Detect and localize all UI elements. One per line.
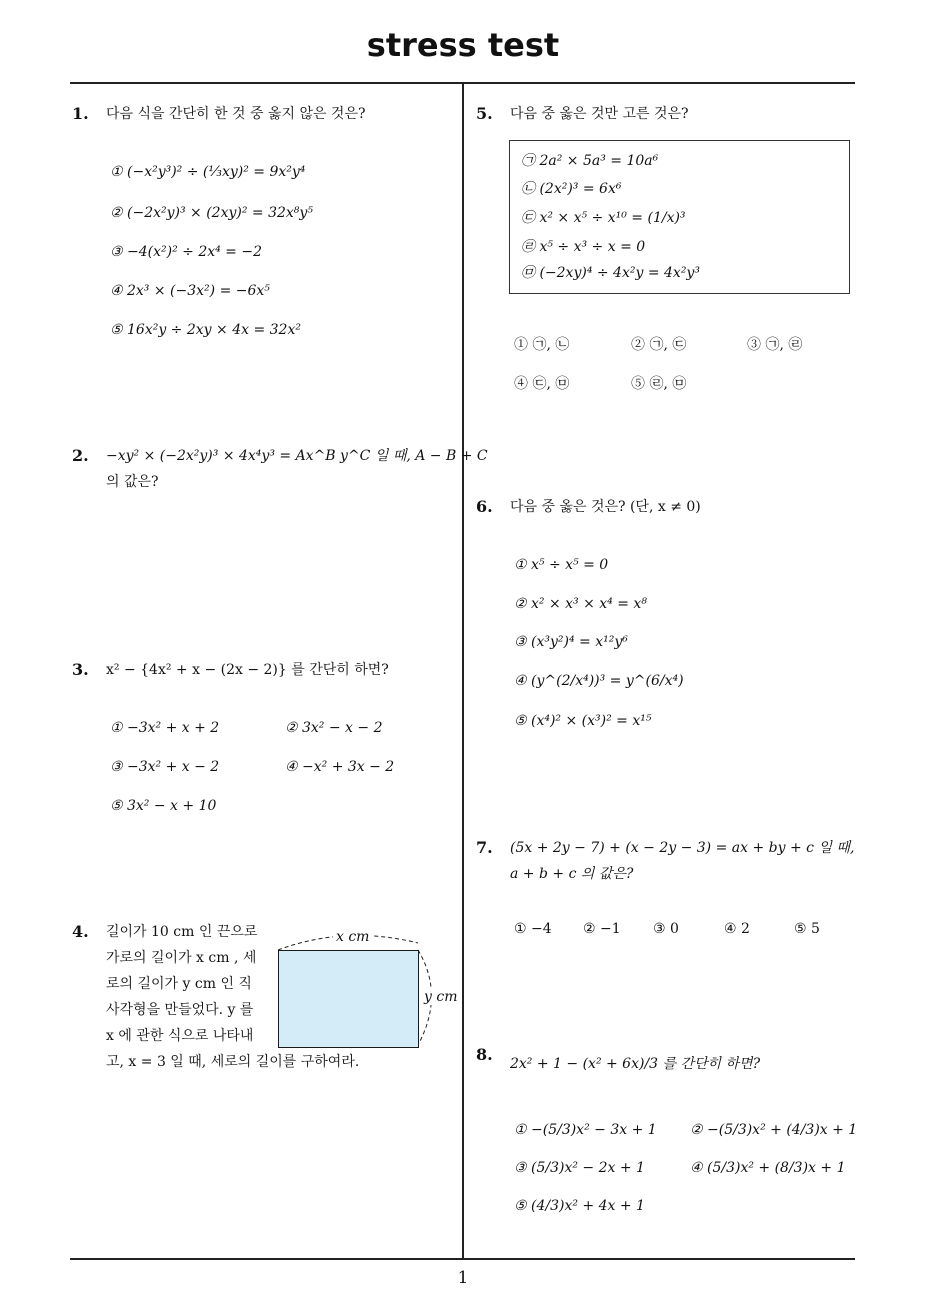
q5-statement-2: ㉡ (2x²)³ = 6x⁶ [521, 181, 622, 197]
q4-line-4: 사각형을 만들었다. y 를 [106, 1002, 254, 1018]
q5-statement-5: ㉤ (−2xy)⁴ ÷ 4x²y = 4x²y³ [521, 265, 700, 281]
q3-option-5: ⑤ 3x² − x + 10 [110, 798, 217, 814]
q6-option-2: ② x² × x³ × x⁴ = x⁸ [514, 596, 647, 612]
q4-line-1: 길이가 10 cm 인 끈으로 [106, 924, 258, 940]
q5-number: 5. [476, 104, 493, 123]
q7-option-2: ② −1 [583, 921, 621, 937]
page-title: stress test [366, 26, 560, 64]
q7-line-2: a + b + c 의 값은? [510, 866, 634, 882]
q6-number: 6. [476, 497, 493, 516]
q2-line-2: 의 값은? [106, 474, 159, 490]
q3-option-1: ① −3x² + x + 2 [110, 720, 220, 736]
q7-option-5: ⑤ 5 [794, 921, 820, 937]
q5-text: 다음 중 옳은 것만 고른 것은? [510, 106, 689, 122]
q1-option-1: ① (−x²y³)² ÷ (⅓xy)² = 9x²y⁴ [110, 164, 306, 180]
q7-option-4: ④ 2 [724, 921, 750, 937]
q4-rectangle [278, 950, 419, 1048]
q7-option-1: ① −4 [514, 921, 552, 937]
q8-option-4: ④ (5/3)x² + (8/3)x + 1 [690, 1160, 846, 1176]
q8-number: 8. [476, 1045, 493, 1064]
q4-line-5: x 에 관한 식으로 나타내 [106, 1028, 254, 1044]
q5-statement-4: ㉣ x⁵ ÷ x³ ÷ x = 0 [521, 239, 646, 255]
q5-statement-3: ㉢ x² × x⁵ ÷ x¹⁰ = (1/x)³ [521, 210, 686, 226]
q8-option-2: ② −(5/3)x² + (4/3)x + 1 [690, 1122, 858, 1138]
q5-option-3: ③ ㉠, ㉣ [747, 337, 803, 353]
q1-text: 다음 식을 간단히 한 것 중 옳지 않은 것은? [106, 106, 366, 122]
q2-number: 2. [72, 446, 89, 465]
q4-line-6: 고, x = 3 일 때, 세로의 길이를 구하여라. [106, 1054, 360, 1070]
q1-option-4: ④ 2x³ × (−3x²) = −6x⁵ [110, 283, 270, 299]
q7-line-1: (5x + 2y − 7) + (x − 2y − 3) = ax + by + c 일 때, [510, 840, 855, 856]
q6-option-1: ① x⁵ ÷ x⁵ = 0 [514, 557, 609, 573]
q4-line-2: 가로의 길이가 x cm , 세 [106, 950, 257, 966]
bottom-divider [70, 1258, 855, 1260]
q6-option-3: ③ (x³y²)⁴ = x¹²y⁶ [514, 634, 628, 650]
q7-option-3: ③ 0 [653, 921, 679, 937]
q3-option-2: ② 3x² − x − 2 [285, 720, 383, 736]
q5-option-2: ② ㉠, ㉢ [631, 337, 687, 353]
q3-text: x² − {4x² + x − (2x − 2)} 를 간단히 하면? [106, 662, 389, 678]
q4-width-label: x cm [333, 929, 372, 945]
q1-option-3: ③ −4(x²)² ÷ 2x⁴ = −2 [110, 244, 262, 260]
q8-option-1: ① −(5/3)x² − 3x + 1 [514, 1122, 657, 1138]
q8-option-3: ③ (5/3)x² − 2x + 1 [514, 1160, 645, 1176]
q1-number: 1. [72, 104, 89, 123]
q3-number: 3. [72, 660, 89, 679]
q4-line-3: 로의 길이가 y cm 인 직 [106, 976, 252, 992]
page-number: 1 [457, 1268, 469, 1288]
q1-option-2: ② (−2x²y)³ × (2xy)² = 32x⁸y⁵ [110, 205, 313, 221]
q3-option-4: ④ −x² + 3x − 2 [285, 759, 395, 775]
q6-option-5: ⑤ (x⁴)² × (x³)² = x¹⁵ [514, 713, 652, 729]
q7-number: 7. [476, 838, 493, 857]
q6-option-4: ④ (y^(2/x⁴))³ = y^(6/x⁴) [514, 673, 684, 689]
q2-line-1: −xy² × (−2x²y)³ × 4x⁴y³ = Ax^B y^C 일 때, A − B + C [106, 448, 488, 464]
q5-option-4: ④ ㉢, ㉤ [514, 376, 570, 392]
q4-number: 4. [72, 922, 89, 941]
column-divider [462, 83, 464, 1259]
q1-option-5: ⑤ 16x²y ÷ 2xy × 4x = 32x² [110, 322, 301, 338]
q8-text: 2x² + 1 − (x² + 6x)/3 를 간단히 하면? [510, 1056, 761, 1072]
q5-statement-1: ㉠ 2a² × 5a³ = 10a⁶ [521, 153, 659, 169]
q8-option-5: ⑤ (4/3)x² + 4x + 1 [514, 1198, 645, 1214]
q5-option-1: ① ㉠, ㉡ [514, 337, 570, 353]
q3-option-3: ③ −3x² + x − 2 [110, 759, 220, 775]
q6-text: 다음 중 옳은 것은? (단, x ≠ 0) [510, 499, 701, 515]
q4-height-label: y cm [424, 989, 458, 1005]
q5-option-5: ⑤ ㉣, ㉤ [631, 376, 687, 392]
